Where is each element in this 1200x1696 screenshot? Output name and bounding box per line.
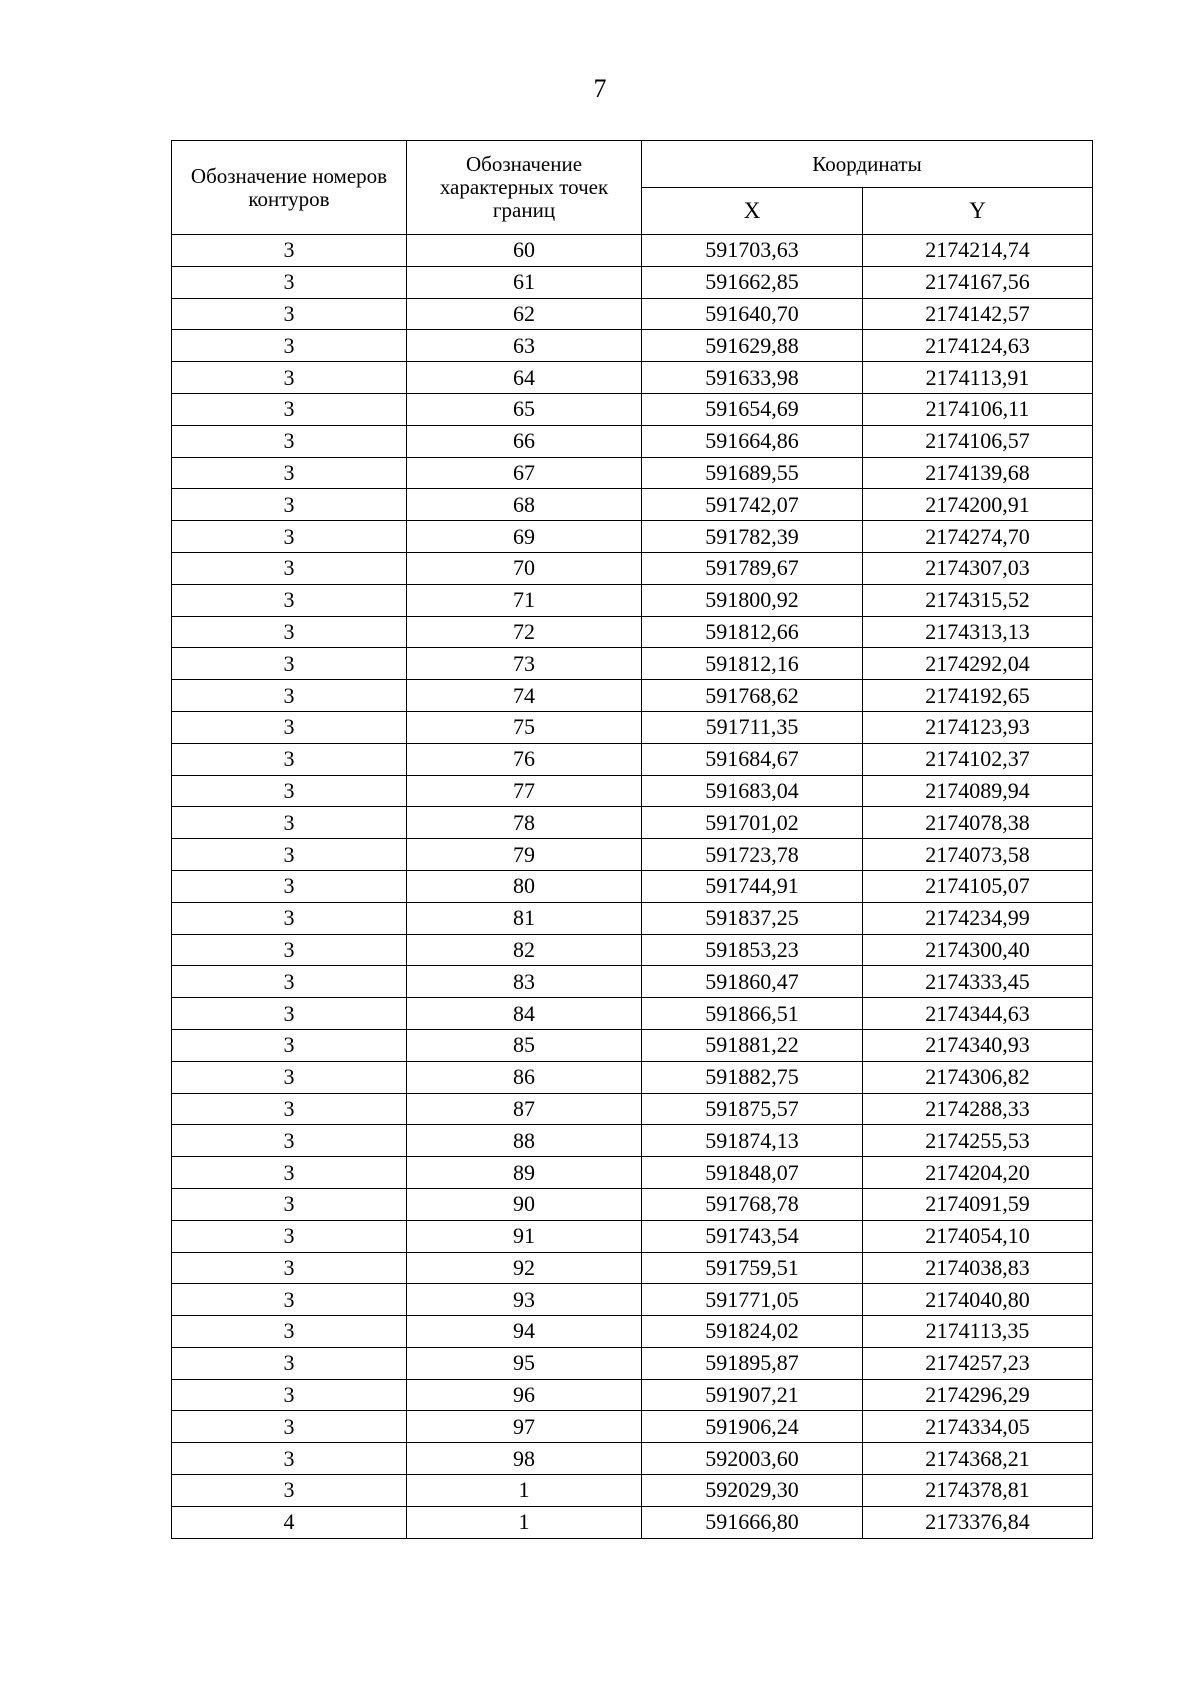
cell-x: 591633,98 <box>642 362 863 394</box>
table-row <box>172 489 1093 521</box>
cell-x: 591703,63 <box>642 235 863 267</box>
cell-contour: 3 <box>172 1316 407 1348</box>
cell-point: 91 <box>407 1220 642 1252</box>
header-row-top <box>172 141 1093 188</box>
table-row <box>172 1506 1093 1538</box>
cell-y: 2174192,65 <box>863 680 1093 712</box>
cell-point: 87 <box>407 1093 642 1125</box>
cell-y: 2174292,04 <box>863 648 1093 680</box>
cell-contour: 3 <box>172 1411 407 1443</box>
coordinates-table <box>171 140 1093 1539</box>
cell-contour: 3 <box>172 235 407 267</box>
cell-contour: 3 <box>172 266 407 298</box>
cell-y: 2174300,40 <box>863 934 1093 966</box>
cell-x: 591629,88 <box>642 330 863 362</box>
table-row <box>172 552 1093 584</box>
table-row <box>172 1347 1093 1379</box>
cell-x: 591666,80 <box>642 1506 863 1538</box>
cell-y: 2174113,91 <box>863 362 1093 394</box>
cell-y: 2174344,63 <box>863 998 1093 1030</box>
cell-contour: 3 <box>172 775 407 807</box>
cell-y: 2174102,37 <box>863 743 1093 775</box>
cell-y: 2174296,29 <box>863 1379 1093 1411</box>
cell-point: 79 <box>407 839 642 871</box>
table-row <box>172 1316 1093 1348</box>
cell-x: 591662,85 <box>642 266 863 298</box>
cell-contour: 3 <box>172 743 407 775</box>
cell-y: 2174288,33 <box>863 1093 1093 1125</box>
table-row <box>172 1411 1093 1443</box>
cell-point: 88 <box>407 1125 642 1157</box>
cell-x: 591789,67 <box>642 552 863 584</box>
cell-point: 73 <box>407 648 642 680</box>
cell-x: 591701,02 <box>642 807 863 839</box>
cell-x: 591882,75 <box>642 1061 863 1093</box>
cell-point: 66 <box>407 425 642 457</box>
cell-point: 68 <box>407 489 642 521</box>
table-row <box>172 1475 1093 1507</box>
cell-point: 89 <box>407 1157 642 1189</box>
cell-contour: 3 <box>172 711 407 743</box>
cell-x: 591881,22 <box>642 1029 863 1061</box>
table-row <box>172 393 1093 425</box>
table-row <box>172 584 1093 616</box>
cell-contour: 4 <box>172 1506 407 1538</box>
cell-x: 591689,55 <box>642 457 863 489</box>
cell-point: 98 <box>407 1443 642 1475</box>
cell-y: 2174106,11 <box>863 393 1093 425</box>
cell-y: 2174139,68 <box>863 457 1093 489</box>
table-row <box>172 966 1093 998</box>
cell-x: 591654,69 <box>642 393 863 425</box>
table-row <box>172 711 1093 743</box>
cell-y: 2174142,57 <box>863 298 1093 330</box>
table-row <box>172 934 1093 966</box>
cell-contour: 3 <box>172 807 407 839</box>
cell-x: 591723,78 <box>642 839 863 871</box>
cell-point: 65 <box>407 393 642 425</box>
cell-contour: 3 <box>172 934 407 966</box>
table-row <box>172 521 1093 553</box>
table-row <box>172 807 1093 839</box>
cell-y: 2174234,99 <box>863 902 1093 934</box>
table-row <box>172 1125 1093 1157</box>
cell-contour: 3 <box>172 489 407 521</box>
cell-x: 591895,87 <box>642 1347 863 1379</box>
cell-x: 591768,78 <box>642 1188 863 1220</box>
cell-y: 2174334,05 <box>863 1411 1093 1443</box>
cell-y: 2174106,57 <box>863 425 1093 457</box>
cell-contour: 3 <box>172 1188 407 1220</box>
cell-contour: 3 <box>172 1157 407 1189</box>
table-row <box>172 902 1093 934</box>
cell-point: 60 <box>407 235 642 267</box>
cell-contour: 3 <box>172 1475 407 1507</box>
cell-y: 2174315,52 <box>863 584 1093 616</box>
cell-contour: 3 <box>172 1443 407 1475</box>
cell-x: 591812,66 <box>642 616 863 648</box>
cell-y: 2174078,38 <box>863 807 1093 839</box>
table-row <box>172 870 1093 902</box>
cell-x: 591837,25 <box>642 902 863 934</box>
cell-x: 591640,70 <box>642 298 863 330</box>
cell-y: 2174200,91 <box>863 489 1093 521</box>
cell-point: 84 <box>407 998 642 1030</box>
table-row <box>172 775 1093 807</box>
cell-y: 2174089,94 <box>863 775 1093 807</box>
cell-x: 591771,05 <box>642 1284 863 1316</box>
table-row <box>172 743 1093 775</box>
cell-y: 2174340,93 <box>863 1029 1093 1061</box>
cell-x: 591683,04 <box>642 775 863 807</box>
cell-point: 93 <box>407 1284 642 1316</box>
table-row <box>172 1093 1093 1125</box>
cell-contour: 3 <box>172 1347 407 1379</box>
cell-contour: 3 <box>172 425 407 457</box>
cell-point: 64 <box>407 362 642 394</box>
cell-x: 591782,39 <box>642 521 863 553</box>
cell-x: 591800,92 <box>642 584 863 616</box>
table-row <box>172 1029 1093 1061</box>
cell-point: 83 <box>407 966 642 998</box>
table-row <box>172 616 1093 648</box>
cell-contour: 3 <box>172 1029 407 1061</box>
cell-x: 591684,67 <box>642 743 863 775</box>
cell-contour: 3 <box>172 1093 407 1125</box>
cell-contour: 3 <box>172 298 407 330</box>
cell-x: 591768,62 <box>642 680 863 712</box>
table-row <box>172 266 1093 298</box>
cell-x: 592003,60 <box>642 1443 863 1475</box>
cell-contour: 3 <box>172 1284 407 1316</box>
cell-x: 591664,86 <box>642 425 863 457</box>
cell-contour: 3 <box>172 552 407 584</box>
table-row <box>172 1157 1093 1189</box>
table-row <box>172 235 1093 267</box>
cell-x: 592029,30 <box>642 1475 863 1507</box>
table-row <box>172 1252 1093 1284</box>
cell-y: 2174091,59 <box>863 1188 1093 1220</box>
cell-point: 72 <box>407 616 642 648</box>
cell-x: 591824,02 <box>642 1316 863 1348</box>
cell-point: 1 <box>407 1475 642 1507</box>
cell-contour: 3 <box>172 616 407 648</box>
table-row <box>172 648 1093 680</box>
cell-point: 70 <box>407 552 642 584</box>
cell-y: 2174306,82 <box>863 1061 1093 1093</box>
cell-contour: 3 <box>172 680 407 712</box>
cell-x: 591907,21 <box>642 1379 863 1411</box>
cell-x: 591860,47 <box>642 966 863 998</box>
cell-point: 62 <box>407 298 642 330</box>
table-header <box>172 141 1093 235</box>
cell-point: 97 <box>407 1411 642 1443</box>
cell-y: 2174038,83 <box>863 1252 1093 1284</box>
table-row <box>172 1188 1093 1220</box>
cell-y: 2174214,74 <box>863 235 1093 267</box>
cell-x: 591759,51 <box>642 1252 863 1284</box>
cell-y: 2174167,56 <box>863 266 1093 298</box>
cell-x: 591711,35 <box>642 711 863 743</box>
cell-point: 69 <box>407 521 642 553</box>
table-row <box>172 998 1093 1030</box>
table-row <box>172 1061 1093 1093</box>
cell-point: 94 <box>407 1316 642 1348</box>
cell-y: 2174313,13 <box>863 616 1093 648</box>
table-row <box>172 1443 1093 1475</box>
cell-contour: 3 <box>172 1252 407 1284</box>
cell-y: 2174333,45 <box>863 966 1093 998</box>
cell-point: 82 <box>407 934 642 966</box>
cell-contour: 3 <box>172 902 407 934</box>
cell-point: 75 <box>407 711 642 743</box>
cell-point: 77 <box>407 775 642 807</box>
cell-contour: 3 <box>172 330 407 362</box>
cell-point: 96 <box>407 1379 642 1411</box>
cell-y: 2174040,80 <box>863 1284 1093 1316</box>
cell-point: 95 <box>407 1347 642 1379</box>
header-x: X <box>642 188 863 235</box>
table-row <box>172 1220 1093 1252</box>
cell-y: 2174105,07 <box>863 870 1093 902</box>
cell-contour: 3 <box>172 1061 407 1093</box>
cell-x: 591875,57 <box>642 1093 863 1125</box>
cell-y: 2174368,21 <box>863 1443 1093 1475</box>
cell-contour: 3 <box>172 648 407 680</box>
cell-y: 2174255,53 <box>863 1125 1093 1157</box>
table-row <box>172 298 1093 330</box>
cell-contour: 3 <box>172 870 407 902</box>
cell-x: 591812,16 <box>642 648 863 680</box>
table-row <box>172 425 1093 457</box>
header-contour-number: Обозначение номеров контуров <box>172 141 407 235</box>
table-row <box>172 330 1093 362</box>
header-coordinates: Координаты <box>642 141 1093 188</box>
cell-point: 86 <box>407 1061 642 1093</box>
cell-x: 591742,07 <box>642 489 863 521</box>
cell-contour: 3 <box>172 393 407 425</box>
cell-point: 71 <box>407 584 642 616</box>
table-row <box>172 457 1093 489</box>
table-row <box>172 839 1093 871</box>
cell-contour: 3 <box>172 584 407 616</box>
table-row <box>172 1284 1093 1316</box>
table-row <box>172 1379 1093 1411</box>
cell-y: 2174123,93 <box>863 711 1093 743</box>
header-y: Y <box>863 188 1093 235</box>
cell-y: 2174124,63 <box>863 330 1093 362</box>
cell-x: 591906,24 <box>642 1411 863 1443</box>
cell-y: 2174378,81 <box>863 1475 1093 1507</box>
cell-y: 2173376,84 <box>863 1506 1093 1538</box>
cell-point: 90 <box>407 1188 642 1220</box>
cell-point: 61 <box>407 266 642 298</box>
cell-point: 1 <box>407 1506 642 1538</box>
cell-point: 67 <box>407 457 642 489</box>
table-row <box>172 680 1093 712</box>
page-number: 7 <box>593 74 607 103</box>
cell-x: 591848,07 <box>642 1157 863 1189</box>
cell-y: 2174274,70 <box>863 521 1093 553</box>
cell-point: 76 <box>407 743 642 775</box>
cell-x: 591874,13 <box>642 1125 863 1157</box>
cell-x: 591743,54 <box>642 1220 863 1252</box>
cell-contour: 3 <box>172 457 407 489</box>
cell-y: 2174307,03 <box>863 552 1093 584</box>
cell-point: 81 <box>407 902 642 934</box>
cell-x: 591866,51 <box>642 998 863 1030</box>
cell-point: 80 <box>407 870 642 902</box>
cell-contour: 3 <box>172 521 407 553</box>
cell-contour: 3 <box>172 1220 407 1252</box>
cell-point: 85 <box>407 1029 642 1061</box>
cell-point: 74 <box>407 680 642 712</box>
cell-point: 92 <box>407 1252 642 1284</box>
table-body <box>172 235 1093 1539</box>
cell-contour: 3 <box>172 998 407 1030</box>
cell-x: 591853,23 <box>642 934 863 966</box>
header-point-designation: Обозначение характерных точек границ <box>407 141 642 235</box>
cell-x: 591744,91 <box>642 870 863 902</box>
cell-y: 2174073,58 <box>863 839 1093 871</box>
cell-y: 2174113,35 <box>863 1316 1093 1348</box>
cell-y: 2174204,20 <box>863 1157 1093 1189</box>
cell-y: 2174054,10 <box>863 1220 1093 1252</box>
cell-contour: 3 <box>172 1379 407 1411</box>
table-row <box>172 362 1093 394</box>
cell-point: 78 <box>407 807 642 839</box>
cell-point: 63 <box>407 330 642 362</box>
cell-contour: 3 <box>172 966 407 998</box>
cell-contour: 3 <box>172 839 407 871</box>
cell-contour: 3 <box>172 362 407 394</box>
cell-y: 2174257,23 <box>863 1347 1093 1379</box>
cell-contour: 3 <box>172 1125 407 1157</box>
